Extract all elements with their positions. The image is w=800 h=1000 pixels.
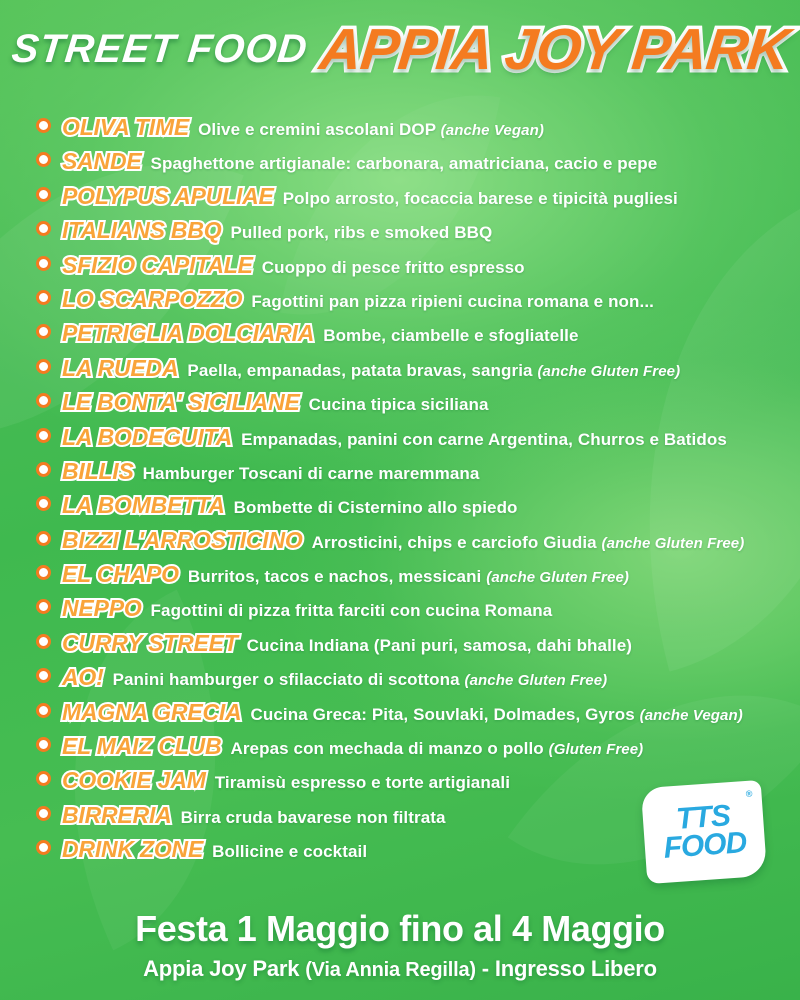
vendor-name: POLYPUS APULIAE: [62, 182, 274, 209]
vendor-description-text: Burritos, tacos e nachos, messicani: [187, 567, 487, 587]
vendor-description-text: Cuoppo di pesce fritto espresso: [261, 257, 525, 277]
vendor-row: [36, 213, 776, 247]
bullet-icon: [36, 462, 51, 477]
vendor-name: MAGNA GRECIA: [62, 698, 242, 725]
vendor-row: [36, 179, 776, 213]
vendor-description-text: Fagottini pan pizza ripieni cucina romana e non...: [251, 291, 654, 311]
vendor-description-text: Cucina Indiana (Pani puri, samosa, dahi bhalle): [246, 635, 633, 655]
vendor-name: ITALIANS BBQ: [62, 217, 222, 244]
vendor-description: [262, 251, 525, 285]
bullet-icon: [36, 428, 51, 443]
logo-line-1: TTS: [675, 799, 731, 837]
tts-food-logo: [641, 780, 767, 884]
vendor-row: [36, 695, 776, 729]
vendor-row: [36, 626, 776, 660]
vendor-description-text: Hamburger Toscani di carne maremmana: [142, 463, 480, 483]
vendor-description-text: Polpo arrosto, focaccia barese e tipicità pugliesi: [282, 188, 678, 208]
bullet-icon: [36, 393, 51, 408]
vendor-description-text: Bollicine e cocktail: [212, 842, 368, 862]
vendor-name: SANDE: [62, 148, 142, 175]
bullet-icon: [36, 806, 51, 821]
event-location: [0, 956, 800, 982]
vendor-row: [36, 110, 776, 144]
bullet-icon: [36, 703, 51, 718]
vendor-note: (Gluten Free): [548, 741, 644, 759]
vendor-description-text: Olive e cremini ascolani DOP: [198, 120, 441, 139]
entry-info: - Ingresso Libero: [481, 956, 657, 981]
vendor-description-text: Cucina Greca: Pita, Souvlaki, Dolmades, Gyros: [250, 704, 640, 724]
vendor-description: [312, 526, 745, 561]
vendor-name: LA RUEDA: [62, 354, 179, 381]
vendor-name: EL MAIZ CLUB: [62, 733, 222, 760]
bullet-icon: [36, 599, 51, 614]
vendor-name: LA BOMBETTA: [62, 492, 225, 519]
vendor-name: EL CHAPO: [62, 561, 179, 588]
vendor-name: COOKIE JAM: [62, 767, 206, 794]
vendor-name: SFIZIO CAPITALE: [62, 251, 253, 278]
vendor-description: [250, 698, 742, 733]
vendor-description: [188, 560, 629, 595]
bullet-icon: [36, 324, 51, 339]
vendor-description: [241, 423, 727, 457]
event-dates: Festa 1 Maggio fino al 4 Maggio: [135, 908, 665, 949]
vendor-description: [247, 629, 632, 663]
vendor-description: [151, 594, 553, 628]
vendor-row: [36, 591, 776, 625]
vendor-name: LE BONTA' SICILIANE: [62, 389, 300, 416]
vendor-description-text: Fagottini di pizza fritta farciti con cucina Romana: [150, 601, 553, 621]
bullet-icon: [36, 359, 51, 374]
bullet-icon: [36, 496, 51, 511]
vendor-description: [323, 319, 578, 353]
bullet-icon: [36, 531, 51, 546]
vendor-description: [187, 354, 680, 389]
bullet-icon: [36, 668, 51, 683]
vendor-row: [36, 420, 776, 454]
bullet-icon: [36, 737, 51, 752]
vendor-note: (anche Gluten Free): [537, 362, 681, 380]
vendor-description: [251, 285, 654, 319]
registered-mark: ®: [745, 788, 753, 799]
bullet-icon: [36, 634, 51, 649]
vendor-row: [36, 488, 776, 522]
vendor-note: (anche Gluten Free): [486, 569, 629, 587]
vendor-description: [181, 801, 446, 835]
vendor-description: [309, 388, 489, 422]
header-street-food: STREET FOOD: [9, 27, 310, 71]
vendor-name: BIRRERIA: [62, 801, 172, 828]
vendor-description-text: Bombette di Cisternino allo spiedo: [233, 498, 518, 518]
bullet-icon: [36, 152, 51, 167]
vendor-description-text: Bombe, ciambelle e sfogliatelle: [323, 326, 579, 346]
vendor-description-text: Paella, empanadas, patata bravas, sangria: [187, 360, 538, 380]
vendor-row: [36, 316, 776, 350]
vendor-description: [143, 457, 480, 491]
vendor-note: (anche Gluten Free): [464, 672, 608, 690]
vendor-note: (anche Vegan): [440, 122, 544, 139]
vendor-description: [230, 732, 643, 767]
vendor-name: AO!: [62, 664, 104, 691]
vendor-description: [113, 663, 608, 698]
vendor-description-text: Birra cruda bavarese non filtrata: [180, 807, 446, 827]
vendor-description-text: Pulled pork, ribs e smoked BBQ: [230, 223, 493, 243]
vendor-description-text: Empanadas, panini con carne Argentina, Churros e Batidos: [241, 429, 727, 449]
vendor-name: LA BODEGUITA: [62, 423, 233, 450]
vendor-description-text: Spaghettone artigianale: carbonara, amatriciana, cacio e pepe: [150, 154, 658, 174]
vendor-description-text: Arrosticini, chips e carciofo Giudia: [311, 532, 602, 552]
poster-header: [0, 16, 800, 83]
bullet-icon: [36, 221, 51, 236]
vendor-description: [198, 113, 544, 148]
vendor-description: [212, 835, 367, 869]
vendor-description: [215, 766, 510, 800]
bullet-icon: [36, 565, 51, 580]
vendor-description: [230, 216, 492, 250]
vendor-note: (anche Gluten Free): [601, 534, 745, 552]
vendor-row: [36, 282, 776, 316]
vendor-name: BILLIS: [62, 457, 134, 484]
vendor-description-text: Panini hamburger o sfilacciato di scottona: [112, 670, 465, 690]
poster-footer: [0, 908, 800, 982]
vendor-row: [36, 729, 776, 763]
vendor-name: NEPPO: [62, 595, 142, 622]
venue-address: (Via Annia Regilla): [305, 959, 476, 981]
vendor-name: BIZZI L'ARROSTICINO: [62, 526, 303, 553]
vendor-row: [36, 523, 776, 557]
logo-line-2: FOOD: [662, 826, 748, 865]
bullet-icon: [36, 771, 51, 786]
venue-name: Appia Joy Park: [143, 956, 300, 981]
vendor-row: [36, 557, 776, 591]
vendor-row: [36, 385, 776, 419]
vendor-name: DRINK ZONE: [62, 836, 204, 863]
vendor-description-text: Tiramisù espresso e torte artigianali: [214, 773, 511, 793]
vendor-name: LO SCARPOZZO: [62, 285, 243, 312]
bullet-icon: [36, 840, 51, 855]
vendor-name: PETRIGLIA DOLCIARIA: [62, 320, 315, 347]
vendor-row: [36, 660, 776, 694]
bullet-icon: [36, 290, 51, 305]
vendor-description: [234, 491, 518, 525]
vendor-description: [151, 147, 658, 181]
vendor-description-text: Cucina tipica siciliana: [308, 395, 489, 415]
bullet-icon: [36, 118, 51, 133]
vendor-row: [36, 248, 776, 282]
vendor-name: CURRY STREET: [62, 629, 238, 656]
vendor-row: [36, 351, 776, 385]
vendor-row: [36, 454, 776, 488]
vendor-description-text: Arepas con mechada di manzo o pollo: [230, 739, 549, 759]
bullet-icon: [36, 256, 51, 271]
vendor-description: [283, 182, 678, 216]
vendor-name: OLIVA TIME: [62, 114, 190, 140]
bullet-icon: [36, 187, 51, 202]
vendor-row: [36, 144, 776, 178]
vendor-note: (anche Vegan): [639, 706, 743, 724]
vendor-list: [36, 110, 776, 867]
header-title: APPIA JOY PARK: [316, 17, 792, 82]
